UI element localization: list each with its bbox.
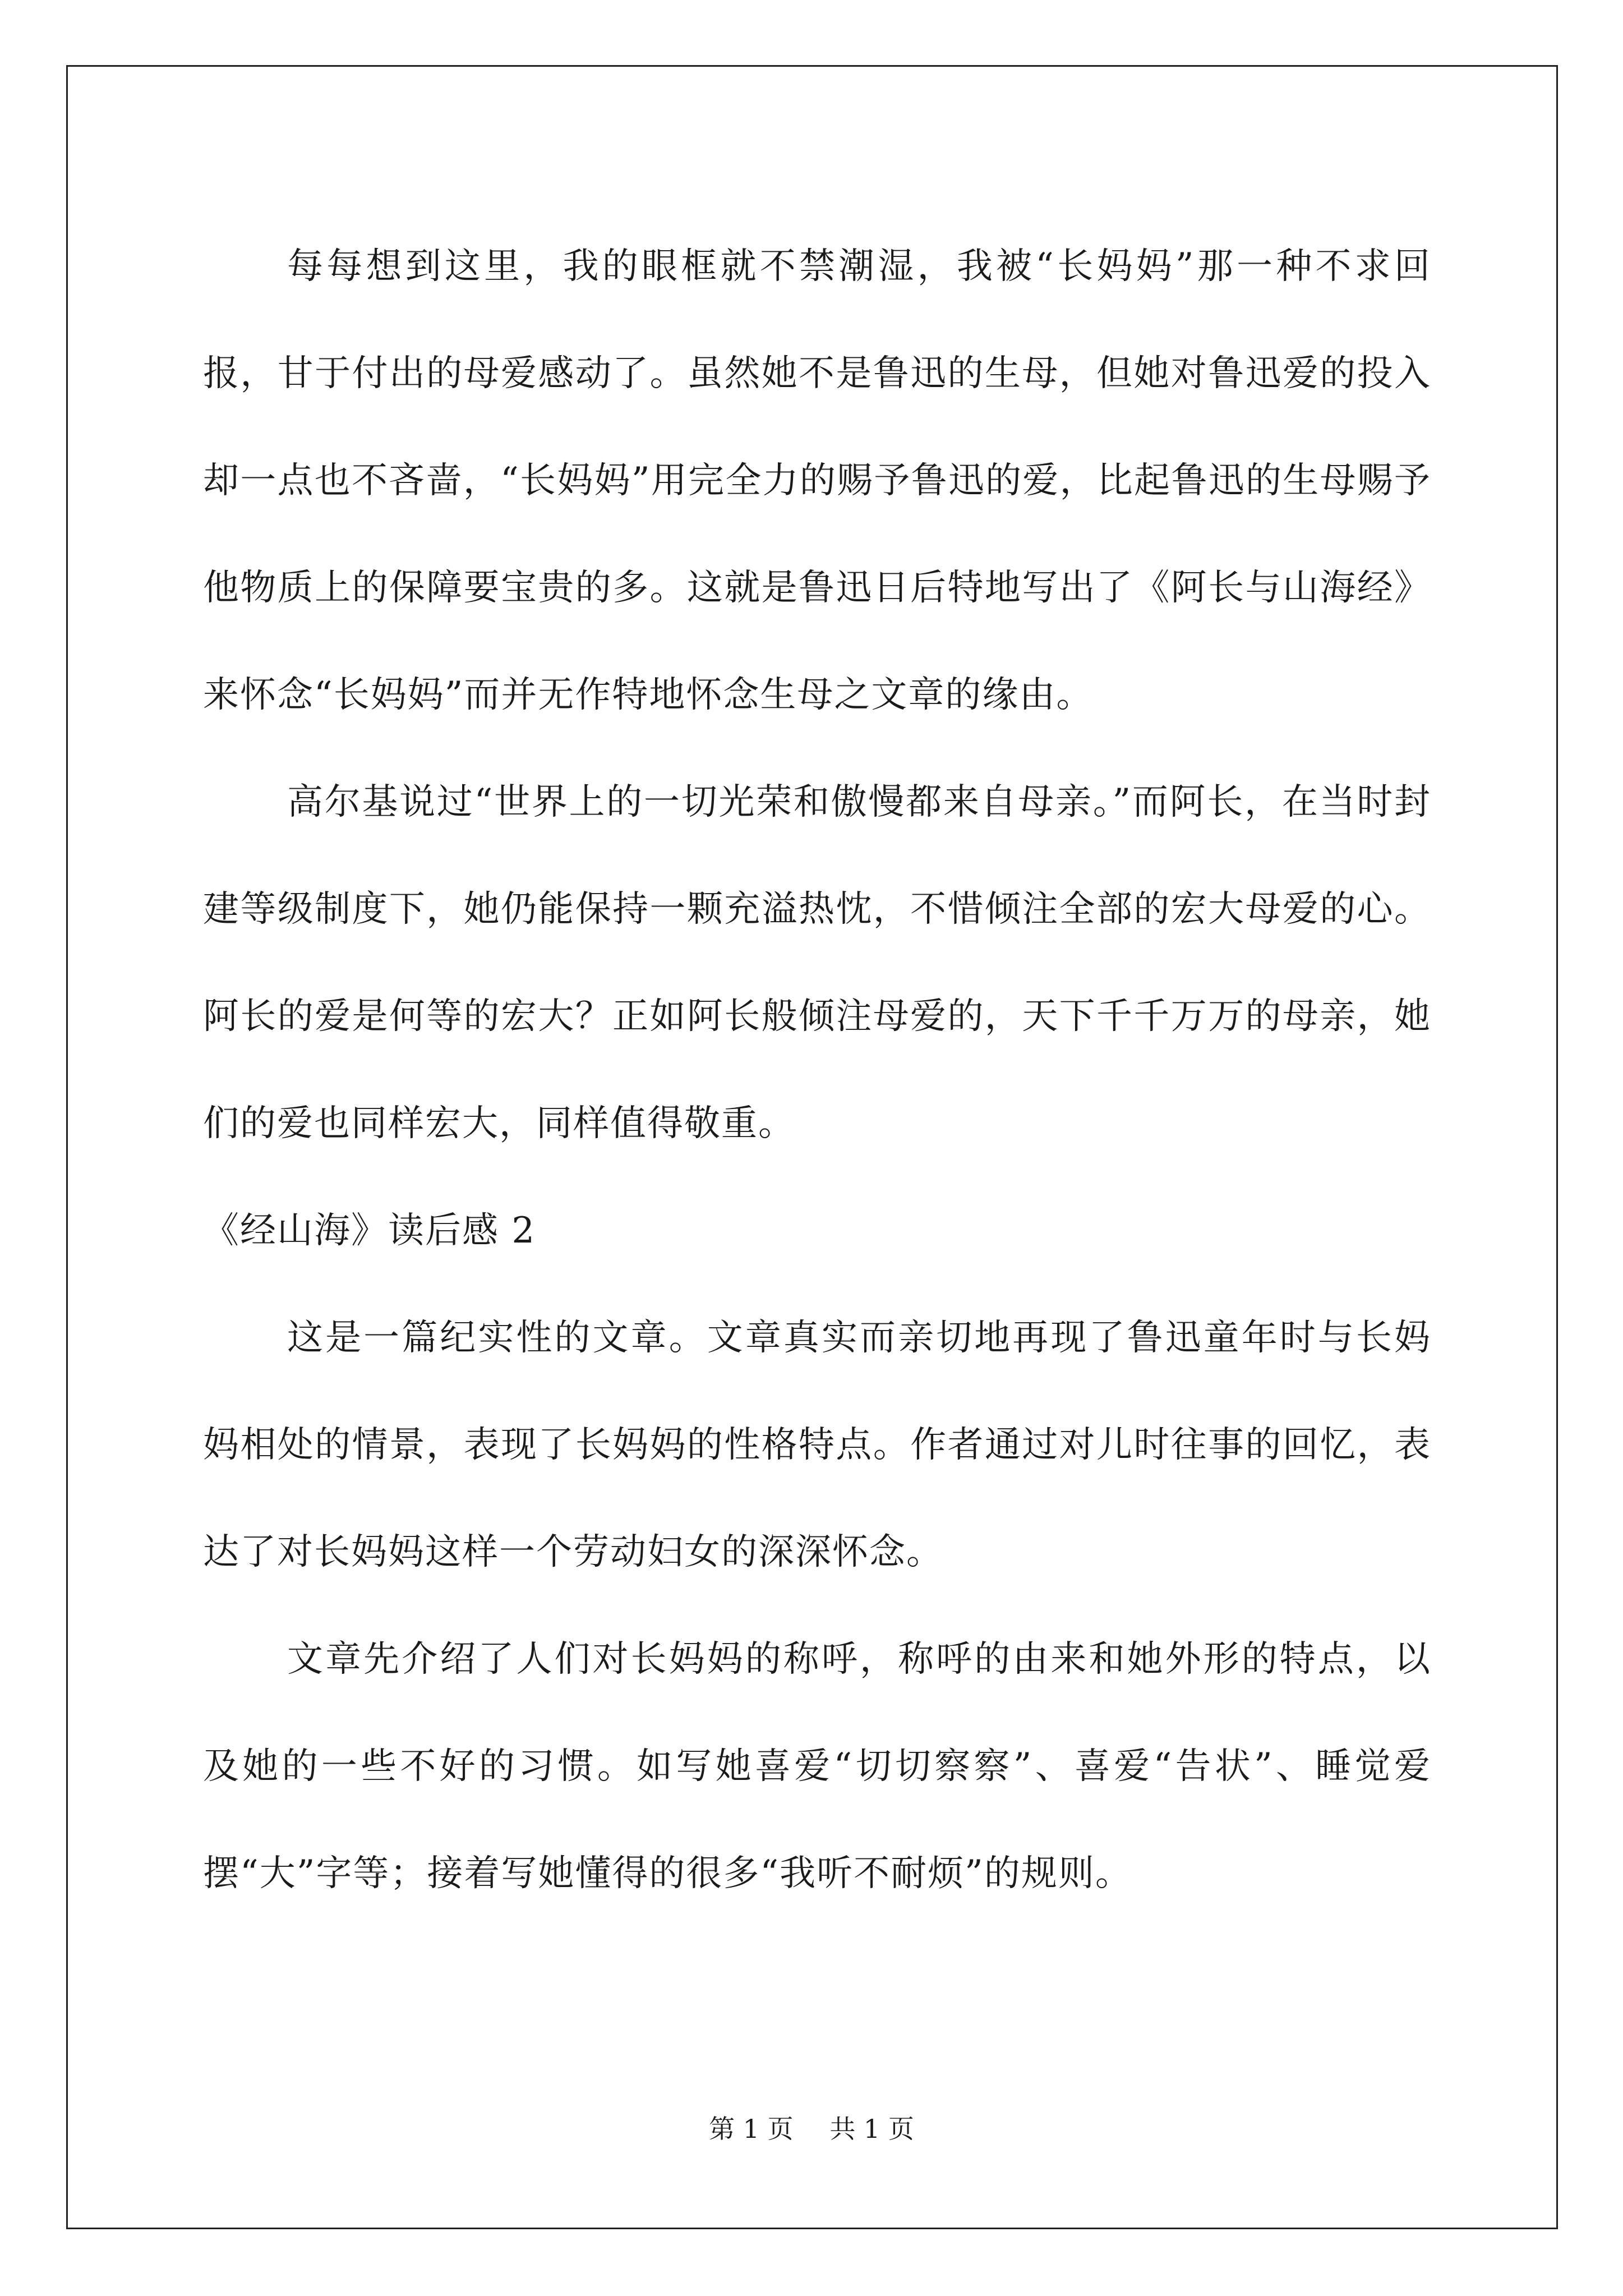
page-total: 共 1 页 [829, 2114, 914, 2144]
section-title: 《经山海》读后感 2 [203, 1210, 536, 1251]
page-footer [0, 2112, 1623, 2146]
paragraph-2: 高尔基说过“世界上的一切光荣和傲慢都来自母亲。”而阿长，在当时封建等级制度下，她仍能保持一颗充溢热忱，不惜倾注全部的宏大母爱的心。阿长的爱是何等的宏大？正如阿长般倾注母爱的，天下千千万万的母亲，她们的爱也同样宏大，同样值得敬重。 [203, 781, 1431, 1144]
paragraph-4: 文章先介绍了人们对长妈妈的称呼，称呼的由来和她外形的特点，以及她的一些不好的习惯。如写她喜爱“切切察察”、喜爱“告状”、睡觉爱摆“大”字等；接着写她懂得的很多“我听不耐烦”的规则。 [203, 1639, 1431, 1894]
paragraph-3: 这是一篇纪实性的文章。文章真实而亲切地再现了鲁迅童年时与长妈妈相处的情景，表现了长妈妈的性格特点。作者通过对儿时往事的回忆，表达了对长妈妈这样一个劳动妇女的深深怀念。 [203, 1317, 1431, 1573]
page-number: 第 1 页 [709, 2114, 794, 2144]
document-body [203, 213, 1431, 1927]
paragraph-1: 每每想到这里，我的眼框就不禁潮湿，我被“长妈妈”那一种不求回报，甘于付出的母爱感动了。虽然她不是鲁迅的生母，但她对鲁迅爱的投入却一点也不吝啬，“长妈妈”用完全力的赐予鲁迅的爱，比起鲁迅的生母赐予他物质上的保障要宝贵的多。这就是鲁迅日后特地写出了《阿长与山海经》来怀念“长妈妈”而并无作特地怀念生母之文章的缘由。 [203, 246, 1431, 716]
